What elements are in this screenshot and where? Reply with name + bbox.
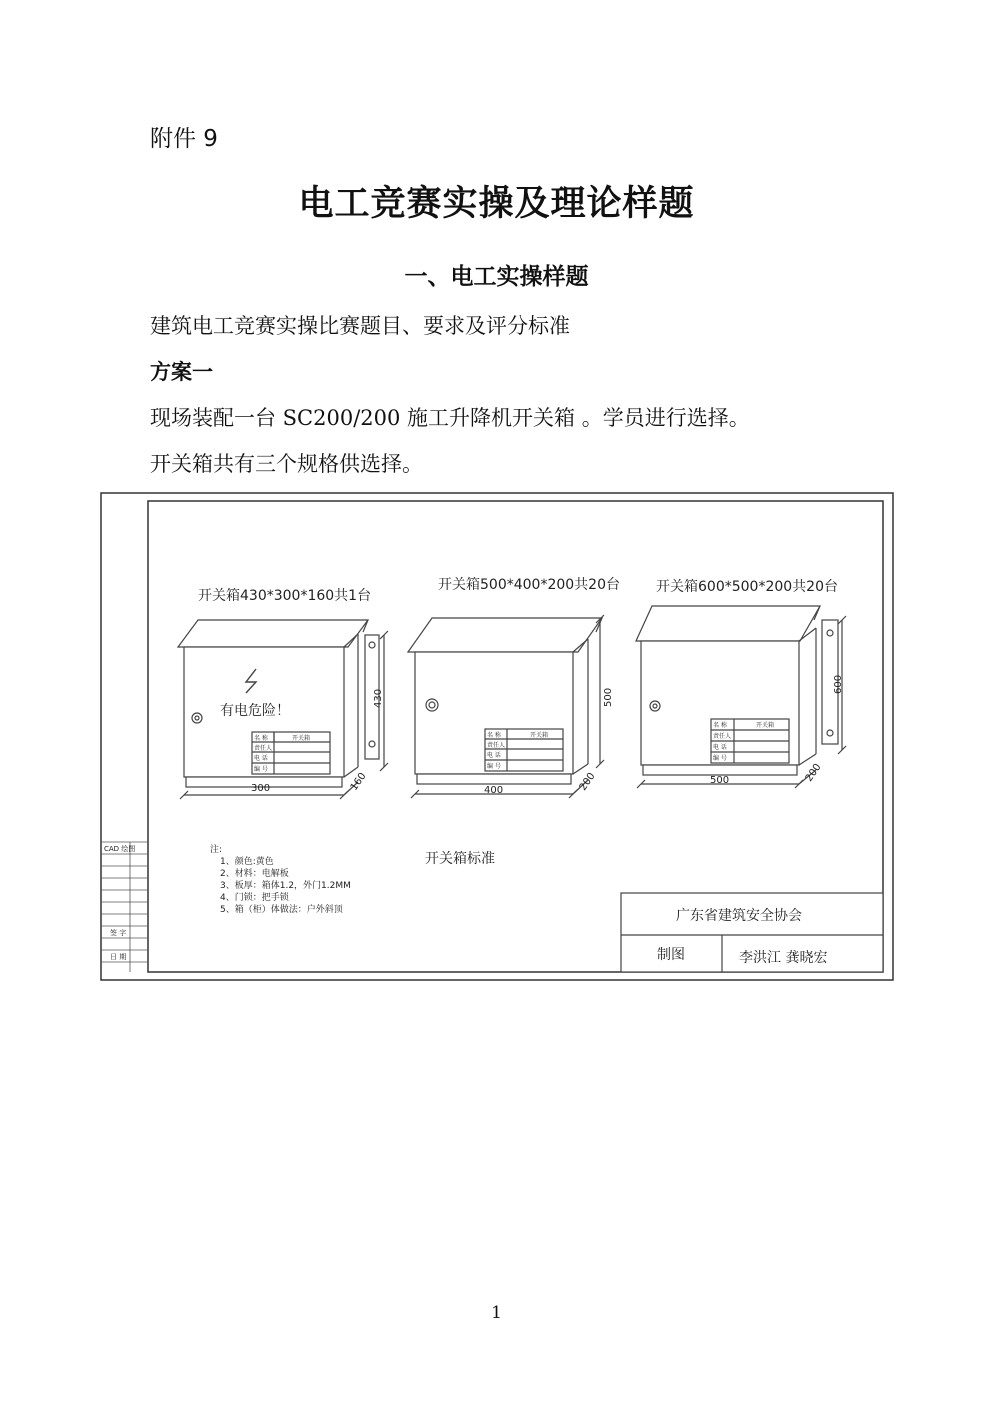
note-5: 5、箱（柜）体做法：户外斜顶 xyxy=(220,905,343,915)
box-3-depth-dim: 200 xyxy=(803,761,824,784)
note-4: 4、门锁：把手锁 xyxy=(220,893,289,903)
box-1-plate-number: 编 号 xyxy=(254,766,268,773)
cad-label: CAD 绘图 xyxy=(104,845,136,853)
standard-label: 开关箱标准 xyxy=(425,851,495,867)
box-3-plate-owner: 责任人 xyxy=(713,733,732,740)
box-1-plate-name: 名 称 xyxy=(254,735,268,742)
box-2-plate-value: 开关箱 xyxy=(530,732,549,739)
switch-box-drawing xyxy=(100,492,895,982)
box-3-plate-phone: 电 话 xyxy=(713,744,727,751)
note-1: 1、颜色:黄色 xyxy=(220,857,274,867)
title-block-names: 李洪江 龚晓宏 xyxy=(739,950,828,966)
box-1-plate-value: 开关箱 xyxy=(292,735,311,742)
sign-label: 签 字 xyxy=(110,929,127,937)
plan-heading: 方案一 xyxy=(150,360,213,384)
box-2-label: 开关箱500*400*200共20台 xyxy=(438,577,620,593)
box-1-height-dim: 430 xyxy=(373,688,384,708)
title-block-org: 广东省建筑安全协会 xyxy=(676,908,802,924)
box-3-width-dim: 500 xyxy=(710,775,730,786)
box-2-plate-phone: 电 话 xyxy=(487,752,501,759)
box-3-height-dim: 600 xyxy=(833,674,844,694)
box-2-plate-owner: 责任人 xyxy=(487,742,506,749)
box-2-depth-dim: 200 xyxy=(577,770,598,793)
box-2-plate-number: 编 号 xyxy=(487,763,501,770)
switch-box-2 xyxy=(408,615,604,798)
document-title: 电工竞赛实操及理论样题 xyxy=(298,183,695,224)
box-1-width-dim: 300 xyxy=(251,783,271,794)
box-2-height-dim: 500 xyxy=(603,687,614,707)
box-1-depth-dim: 160 xyxy=(348,770,369,793)
note-2: 2、材料：电解板 xyxy=(220,869,289,879)
box-1-plate-owner: 责任人 xyxy=(254,745,273,752)
note-3: 3、板厚：箱体1.2，外门1.2MM xyxy=(220,881,351,891)
title-block-drawn: 制图 xyxy=(657,947,685,963)
box-3-plate-value: 开关箱 xyxy=(756,722,775,729)
box-3-label: 开关箱600*500*200共20台 xyxy=(656,579,838,595)
intro-paragraph: 建筑电工竞赛实操比赛题目、要求及评分标准 xyxy=(150,314,570,338)
box-1-label: 开关箱430*300*160共1台 xyxy=(198,588,372,604)
box-2-width-dim: 400 xyxy=(484,785,504,796)
box-2-plate-name: 名 称 xyxy=(487,732,501,739)
page-number: 1 xyxy=(491,1303,502,1323)
paragraph-2: 开关箱共有三个规格供选择。 xyxy=(150,452,423,476)
notes-title: 注: xyxy=(210,845,223,855)
box-1-warning: 有电危险！ xyxy=(220,703,290,719)
paragraph-1: 现场装配一台 SC200/200 施工升降机开关箱 。学员进行选择。 xyxy=(150,406,750,430)
box-1-plate-phone: 电 话 xyxy=(254,755,268,762)
section-heading: 一、电工实操样题 xyxy=(404,264,589,290)
switch-box-3 xyxy=(636,606,846,788)
date-label: 日 期 xyxy=(110,953,127,961)
box-3-plate-number: 编 号 xyxy=(713,755,727,762)
box-3-plate-name: 名 称 xyxy=(713,722,727,729)
attachment-label: 附件 9 xyxy=(150,126,218,152)
